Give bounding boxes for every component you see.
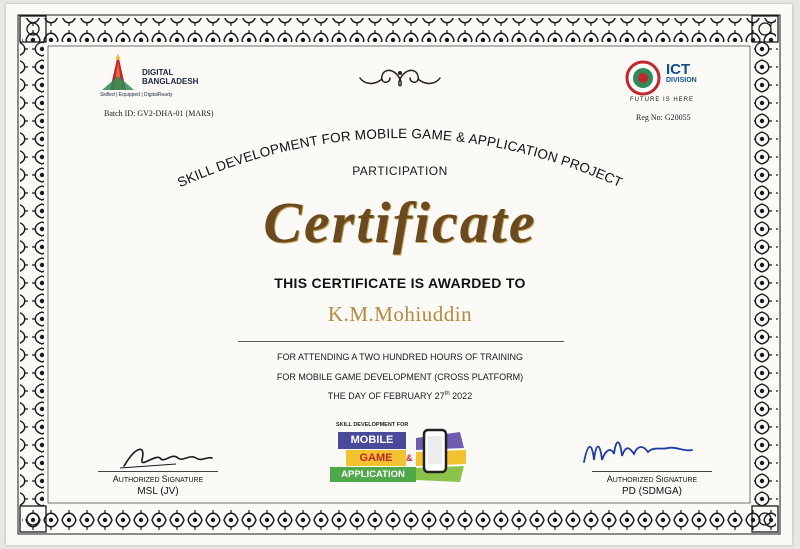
right-signature-org: PD (SDMGA) <box>622 486 682 497</box>
smartphone-icon <box>416 428 468 486</box>
tower-icon <box>96 52 140 92</box>
government-seal-icon <box>624 60 662 96</box>
project-title-text: SKILL DEVELOPMENT FOR MOBILE GAME & APPLICATION PROJECT <box>175 125 625 191</box>
app-logo-top-text: SKILL DEVELOPMENT FOR <box>336 422 409 428</box>
app-logo-mobile: MOBILE <box>338 432 406 449</box>
app-logo-ampersand: & <box>406 453 413 463</box>
awarded-to-line: THIS CERTIFICATE IS AWARDED TO <box>274 275 526 291</box>
digital-bangladesh-tagline: Skilled | Equipped | DigitalReady <box>100 92 173 98</box>
participation-label: PARTICIPATION <box>352 164 448 178</box>
digital-bangladesh-logo <box>96 52 216 104</box>
ict-tagline: FUTURE IS HERE <box>630 97 695 103</box>
left-signature-title: AUTHORIZED SIGNATURE <box>112 474 204 484</box>
recipient-name: K.M.Mohiuddin <box>327 302 473 326</box>
left-signature-org: MSL (JV) <box>137 486 179 497</box>
app-logo-game: GAME <box>346 450 406 466</box>
name-underline <box>238 341 564 342</box>
mobile-game-application-logo <box>330 420 470 492</box>
scroll-ornament-icon <box>356 66 444 92</box>
description-line-3 <box>0 391 800 401</box>
description-line-1: FOR ATTENDING A TWO HUNDRED HOURS OF TRAINING <box>276 352 523 362</box>
date-ordinal: th <box>444 391 450 397</box>
batch-id: Batch ID: GV2-DHA-01 (MARS) <box>104 109 214 118</box>
ict-text: ICT <box>666 61 691 78</box>
right-signature-block <box>582 474 722 497</box>
digital-text: DIGITAL <box>142 68 174 77</box>
date-prefix: THE DAY OF FEBRUARY 27 <box>327 391 445 401</box>
registration-number: Reg No: G20055 <box>636 113 691 122</box>
right-signature-line <box>592 471 712 472</box>
left-handwritten-signature <box>116 440 216 472</box>
bangladesh-text: BANGLADESH <box>142 77 199 86</box>
app-logo-application: APPLICATION <box>330 467 416 482</box>
division-text: DIVISION <box>666 77 697 84</box>
description-line-2: FOR MOBILE GAME DEVELOPMENT (CROSS PLATFORM) <box>276 372 524 382</box>
right-signature-title: AUTHORIZED SIGNATURE <box>606 474 698 484</box>
left-signature-block <box>88 474 228 497</box>
left-signature-line <box>98 471 218 472</box>
certificate-heading: Certificate <box>263 190 537 255</box>
right-handwritten-signature <box>578 434 698 470</box>
svg-text:SKILL DEVELOPMENT FOR MOBILE G <box>175 126 625 190</box>
date-year: 2022 <box>449 391 473 401</box>
